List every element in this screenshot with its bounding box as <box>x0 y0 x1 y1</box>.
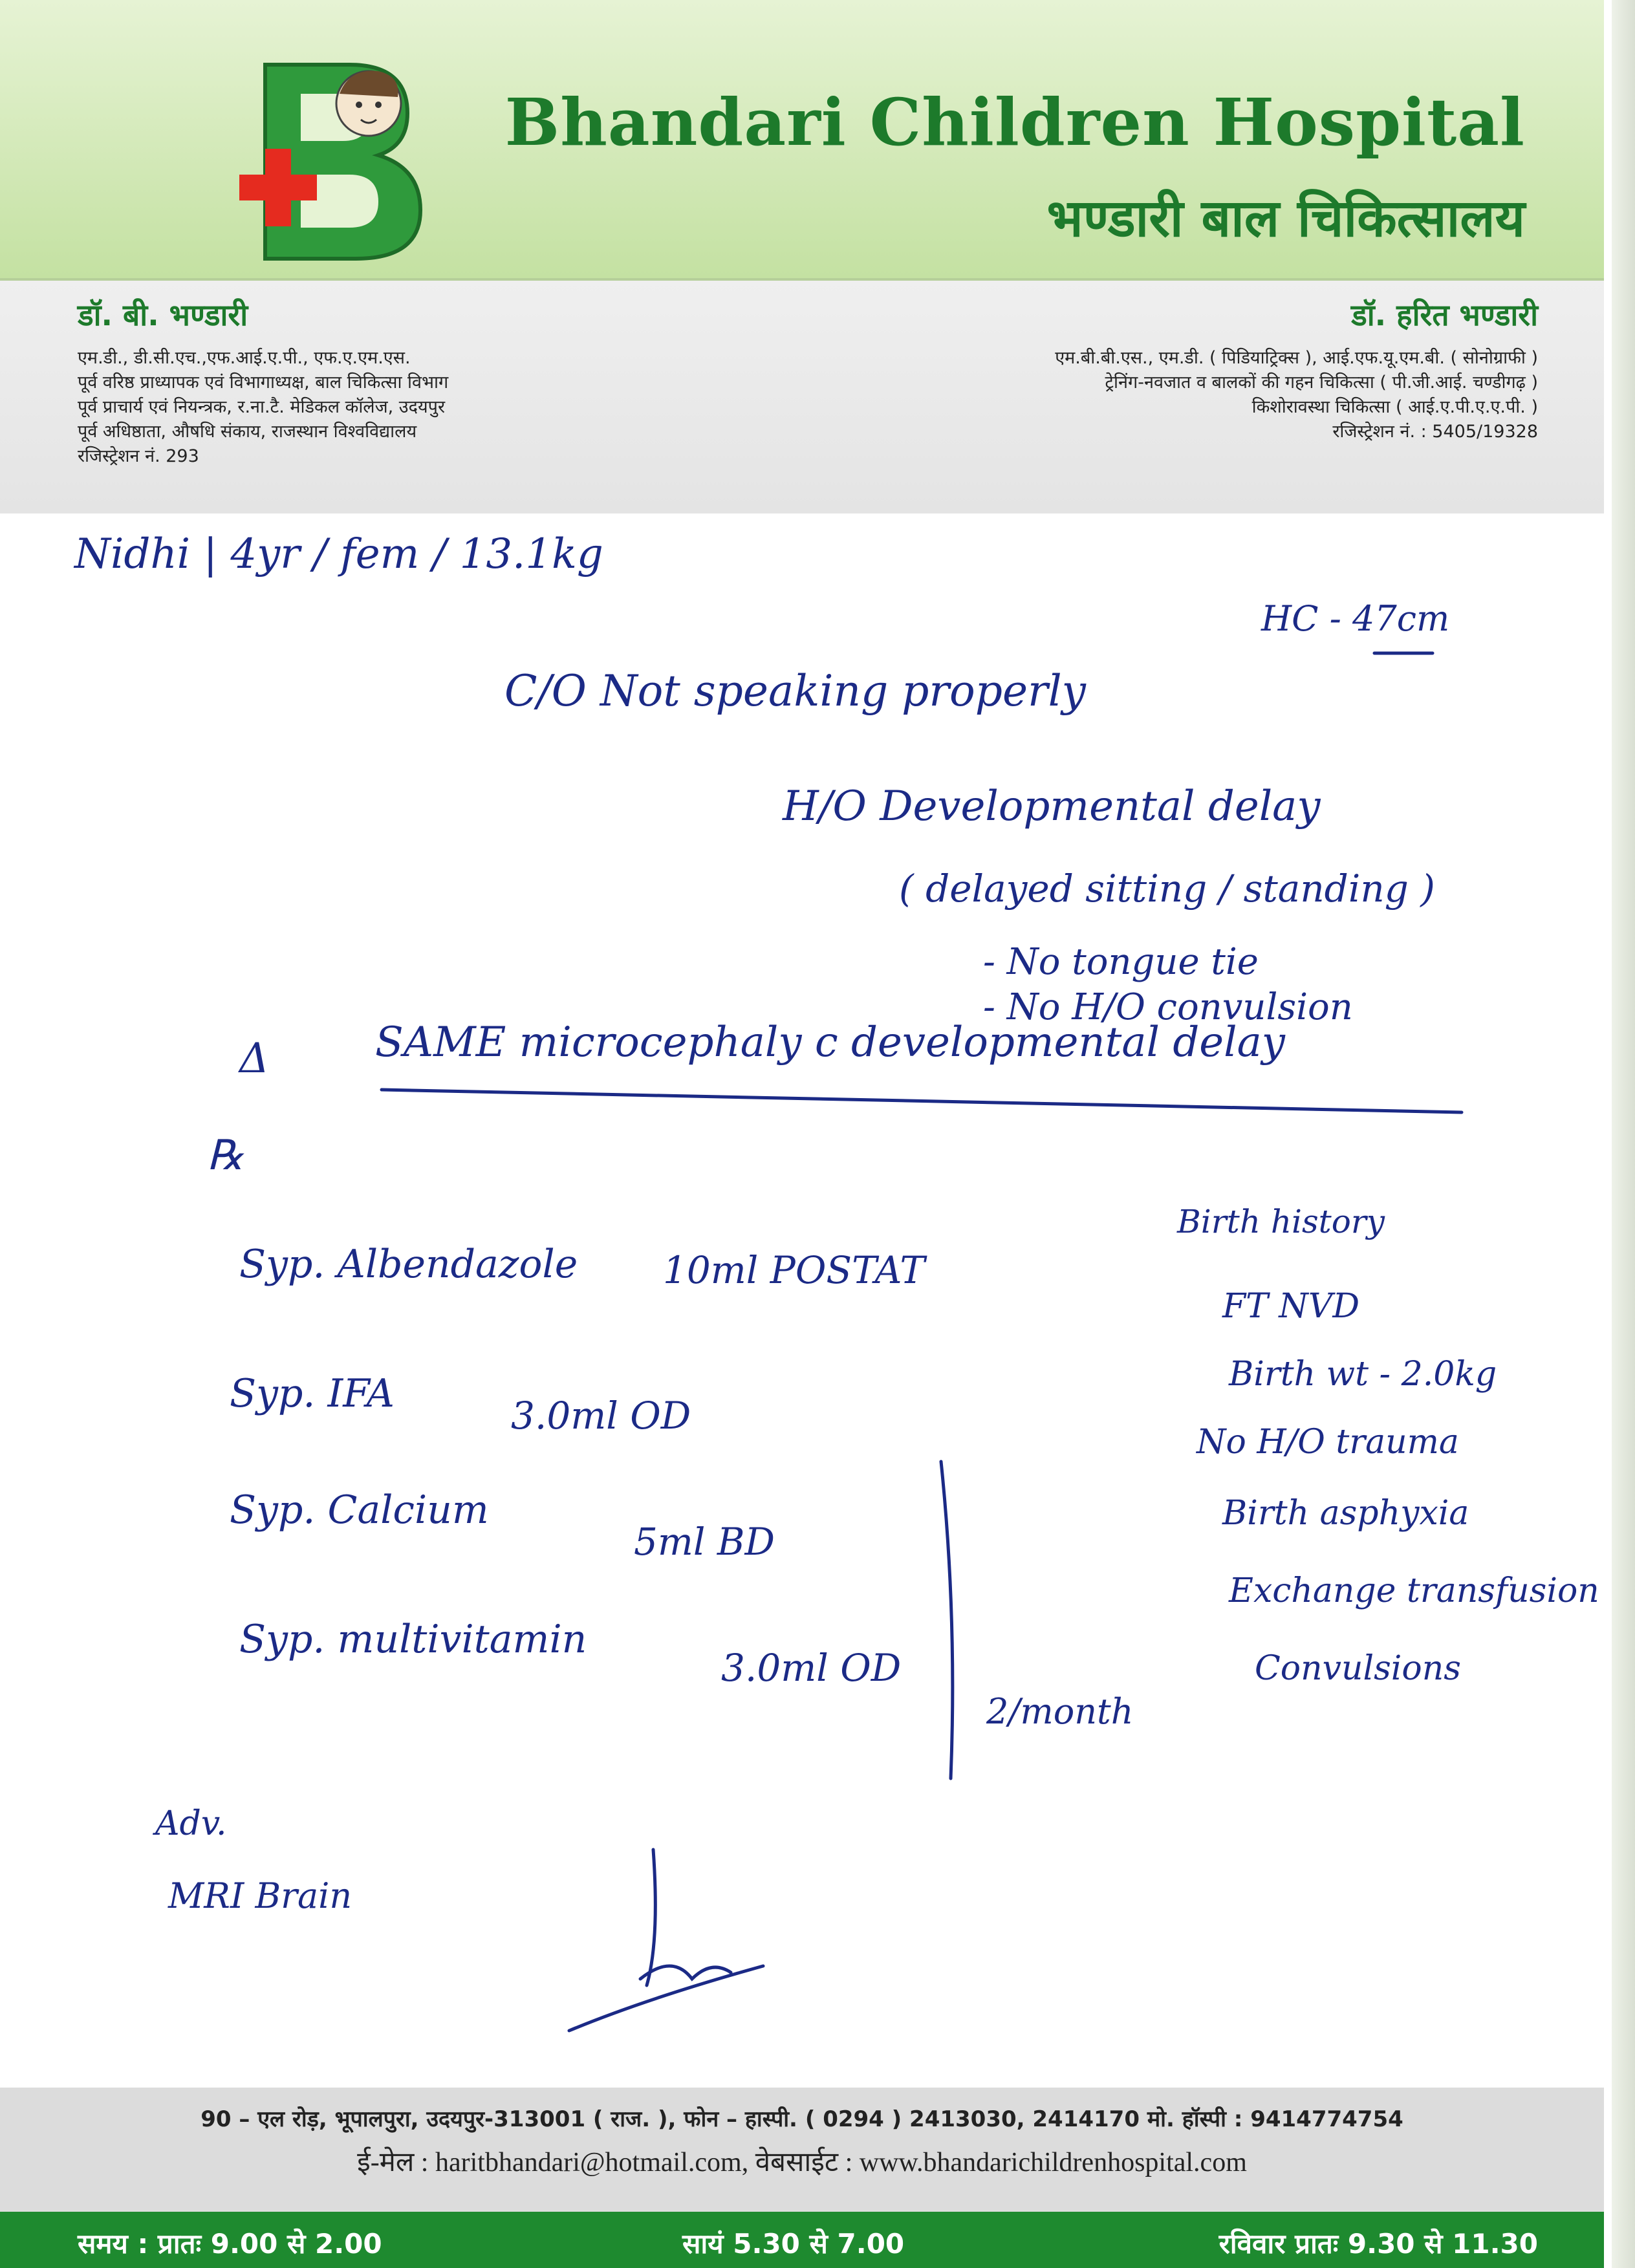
advice-label: Adv. <box>155 1804 227 1843</box>
footer-contact: ई-मेल : haritbhandari@hotmail.com, वेबसाईट : www.bhandarichildrenhospital.com <box>357 2148 1247 2177</box>
timing-evening: सायं 5.30 से 7.00 <box>682 2228 905 2260</box>
diagnosis: SAME microcephaly c developmental delay <box>375 1019 1285 1066</box>
doctor-right-line: एम.बी.बी.एस., एम.डी. ( पिडियाट्रिक्स ), आई.एफ.यू.एम.बी. ( सोनोग्राफी ) <box>1055 348 1538 368</box>
medication-dose: 5ml BD <box>634 1520 775 1564</box>
timing-morning: समय : प्रातः 9.00 से 2.00 <box>78 2228 382 2260</box>
medication-bracket <box>941 1462 953 1778</box>
signature-mark <box>569 1850 763 2031</box>
birth-history-item: No H/O trauma <box>1196 1423 1459 1462</box>
doctor-right-name: डॉ. हरित भण्डारी <box>1351 297 1538 332</box>
birth-history-item: Birth asphyxia <box>1222 1494 1469 1533</box>
negative-finding: - No tongue tie <box>983 941 1259 983</box>
diagnosis-underline <box>382 1090 1462 1112</box>
birth-history-item: Exchange transfusion <box>1229 1571 1599 1610</box>
birth-history-item: FT NVD <box>1222 1287 1360 1326</box>
birth-history-item: Convulsions <box>1255 1649 1461 1688</box>
medication-dose: 10ml POSTAT <box>663 1248 926 1292</box>
doctor-left-name: डॉ. बी. भण्डारी <box>78 297 248 332</box>
doctor-left-line: पूर्व वरिष्ठ प्राध्यापक एवं विभागाध्यक्ष, बाल चिकित्सा विभाग <box>78 373 449 393</box>
hospital-name-hindi: भण्डारी बाल चिकित्सालय <box>1046 188 1525 248</box>
doctor-right-line: रजिस्ट्रेशन नं. : 5405/19328 <box>1332 422 1538 442</box>
medication-name: Syp. IFA <box>230 1371 395 1416</box>
patient-details: Nidhi | 4yr / fem / 13.1kg <box>74 530 603 578</box>
doctor-right-line: किशोरावस्था चिकित्सा ( आई.ए.पी.ए.ए.पी. ) <box>1251 397 1538 417</box>
doctor-left-line: रजिस्ट्रेशन नं. 293 <box>78 446 199 466</box>
history: H/O Developmental delay <box>783 783 1321 830</box>
head-circumference: HC - 47cm <box>1261 598 1450 639</box>
doctor-left-line: पूर्व प्राचार्य एवं नियन्त्रक, र.ना.टै. मेडिकल कॉलेज, उदयपुर <box>78 397 445 417</box>
advice-text: MRI Brain <box>168 1875 352 1916</box>
chief-complaint: C/O Not speaking properly <box>504 666 1086 716</box>
diagnosis-mark: Δ <box>239 1035 270 1083</box>
duration: 2/month <box>986 1691 1134 1732</box>
medication-name: Syp. Albendazole <box>239 1242 578 1287</box>
medication-name: Syp. multivitamin <box>239 1617 587 1662</box>
hospital-name: Bhandari Children Hospital <box>504 84 1525 160</box>
doctor-left-line: एम.डी., डी.सी.एच.,एफ.आई.ए.पी., एफ.ए.एम.एस. <box>78 348 411 368</box>
birth-history-title: Birth history <box>1177 1203 1385 1240</box>
birth-history-item: Birth wt - 2.0kg <box>1229 1355 1497 1394</box>
negative-finding: - No H/O convulsion <box>983 986 1353 1028</box>
doctor-left-line: पूर्व अधिष्ठाता, औषधि संकाय, राजस्थान विश्वविद्यालय <box>78 422 417 442</box>
timing-sunday: रविवार प्रातः 9.30 से 11.30 <box>1218 2228 1538 2260</box>
doctor-right-line: ट्रेनिंग-नवजात व बालकों की गहन चिकित्सा ( पी.जी.आई. चण्डीगढ़ ) <box>1105 373 1538 393</box>
medication-name: Syp. Calcium <box>230 1487 489 1533</box>
rx-symbol: ℞ <box>207 1132 244 1180</box>
medication-dose: 3.0ml OD <box>721 1646 902 1690</box>
history-detail: ( delayed sitting / standing ) <box>899 867 1435 911</box>
medication-dose: 3.0ml OD <box>511 1394 691 1438</box>
footer-address: 90 – एल रोड़, भूपालपुरा, उदयपुर-313001 ( राज. ), फोन – हास्पी. ( 0294 ) 2413030, 2414170 मो. हॉस्पी : 9414774754 <box>200 2106 1403 2132</box>
